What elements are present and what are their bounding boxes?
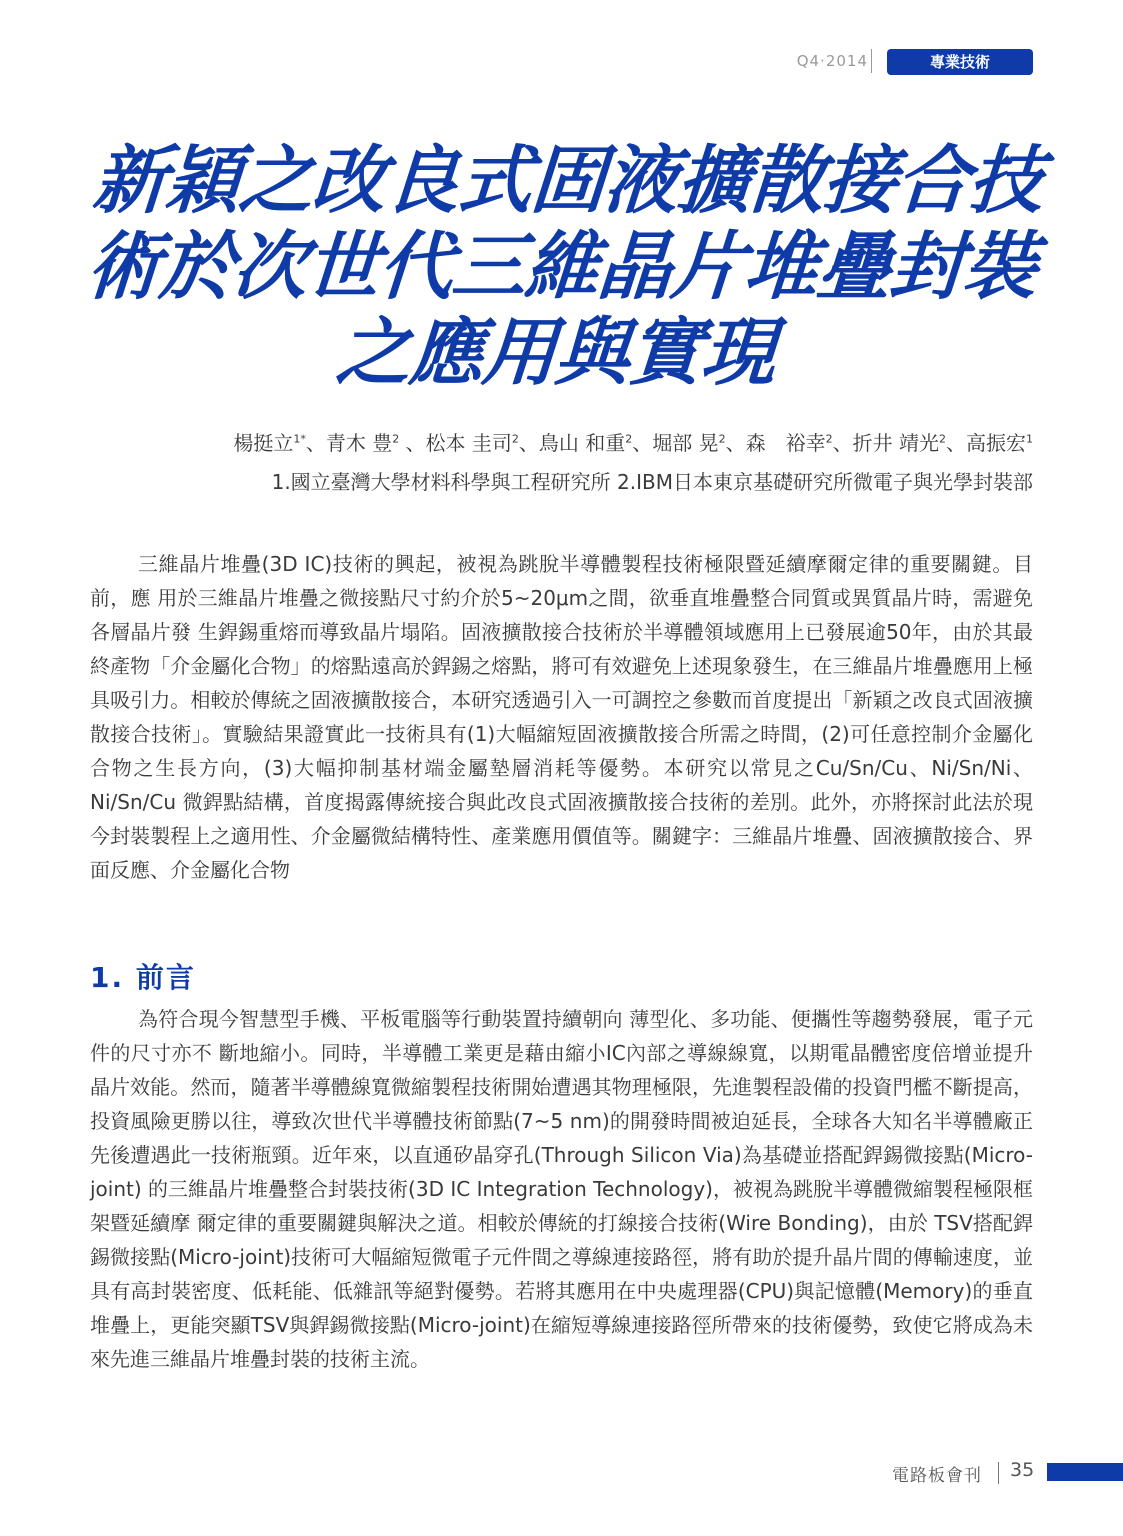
author-name: 、鳥山 和重 xyxy=(518,431,626,455)
page-number: 35 xyxy=(1010,1459,1035,1481)
issue-label: Q4‧2014 xyxy=(796,52,868,70)
section-heading-introduction: 1. 前言 xyxy=(90,961,196,994)
section-tag: 專業技術 xyxy=(887,49,1033,75)
author-name: 、森 裕幸 xyxy=(725,431,826,455)
author-name: 、松本 圭司 xyxy=(399,431,512,455)
title-line-1: 新穎之改良式固液擴散接合技 xyxy=(90,138,1046,224)
abstract-paragraph: 三維晶片堆疊(3D IC)技術的興起，被視為跳脫半導體製程技術極限暨延續摩爾定律的重要關鍵。目前，應 用於三維晶片堆疊之微接點尺寸約介於5~20μm之間，欲垂直堆疊整合同質或異質晶片時，需避免各層晶片發 生銲錫重熔而導致晶片塌陷。固液擴散接合技術於半導體領域應用上已發展逾50年，由於其最終產物「介金屬化合物」的熔點遠高於銲錫之熔點，將可有效避免上述現象發生，在三維晶片堆疊應用上極具吸引力。相較於傳統之固液擴散接合，本研究透過引入一可調控之參數而首度提出「新穎之改良式固液擴散接合技術」。實驗結果證實此一技術具有(1)大幅縮短固液擴散接合所需之時間，(2)可任意控制介金屬化合物之生長方向，(3)大幅抑制基材端金屬墊層消耗等優勢。本研究以常見之Cu/Sn/Cu、Ni/Sn/Ni、Ni/Sn/Cu 微銲點結構，首度揭露傳統接合與此改良式固液擴散接合技術的差別。此外，亦將探討此法於現今封裝製程上之適用性、介金屬微結構特性、產業應用價值等。關鍵字：三維晶片堆疊、固液擴散接合、界面反應、介金屬化合物 xyxy=(90,552,1033,882)
footer-divider xyxy=(998,1462,999,1484)
author-sup: 2 xyxy=(718,432,726,446)
author-name: 、堀部 晃 xyxy=(632,431,719,455)
introduction-paragraph: 為符合現今智慧型手機、平板電腦等行動裝置持續朝向 薄型化、多功能、便攜性等趨勢發展，電子元件的尺寸亦不 斷地縮小。同時，半導體工業更是藉由縮小IC內部之導線線寬，以期電晶體密度倍增並提升晶片效能。然而，隨著半導體線寬微縮製程技術開始遭遇其物理極限，先進製程設備的投資門檻不斷提高，投資風險更勝以往，導致次世代半導體技術節點(7~5 nm)的開發時間被迫延長，全球各大知名半導體廠正先後遭遇此一技術瓶頸。近年來，以直通矽晶穿孔(Through Silicon Via)為基礎並搭配銲錫微接點(Micro-joint) 的三維晶片堆疊整合封裝技術(3D IC Integration Technology)，被視為跳脫半導體微縮製程極限框架暨延續摩 爾定律的重要關鍵與解決之道。相較於傳統的打線接合技術(Wire Bonding)，由於 TSV搭配銲錫微接點(Micro-joint)技術可大幅縮短微電子元件間之導線連接路徑，將有助於提升晶片間的傳輸速度，並具有高封裝密度、低耗能、低雜訊等絕對優勢。若將其應用在中央處理器(CPU)與記憶體(Memory)的垂直堆疊上，更能突顯TSV與銲錫微接點(Micro-joint)在縮短導線連接路徑所帶來的技術優勢，致使它將成為未來先進三維晶片堆疊封裝的技術主流。 xyxy=(90,1007,1033,1371)
author-sup: 2 xyxy=(511,432,519,446)
author-sup: 2 xyxy=(392,432,400,446)
journal-name: 電路板會刊 xyxy=(892,1466,982,1486)
affiliations: 1.國立臺灣大學材料科學與工程研究所 2.IBM日本東京基礎研究所微電子與光學封裝部 xyxy=(271,470,1033,494)
article-title xyxy=(71,138,1052,396)
author-sup: 2 xyxy=(825,432,833,446)
author-name: 、青木 豊 xyxy=(305,431,393,455)
header-divider xyxy=(871,49,872,73)
author-sup: 1 xyxy=(1026,432,1033,446)
author-name: 、折井 靖光 xyxy=(832,431,939,455)
footer-accent-block xyxy=(1047,1463,1123,1481)
author-name: 、高振宏 xyxy=(946,431,1026,455)
author-sup: 2 xyxy=(625,432,633,446)
author-sup: 2 xyxy=(939,432,946,446)
author-list xyxy=(90,428,1033,458)
author-name: 楊挺立 xyxy=(233,431,294,455)
title-line-2: 術於次世代三維晶片堆疊封裝 xyxy=(83,224,1040,310)
title-line-3: 之應用與實現 xyxy=(333,310,778,396)
author-sup: 1* xyxy=(293,432,306,446)
